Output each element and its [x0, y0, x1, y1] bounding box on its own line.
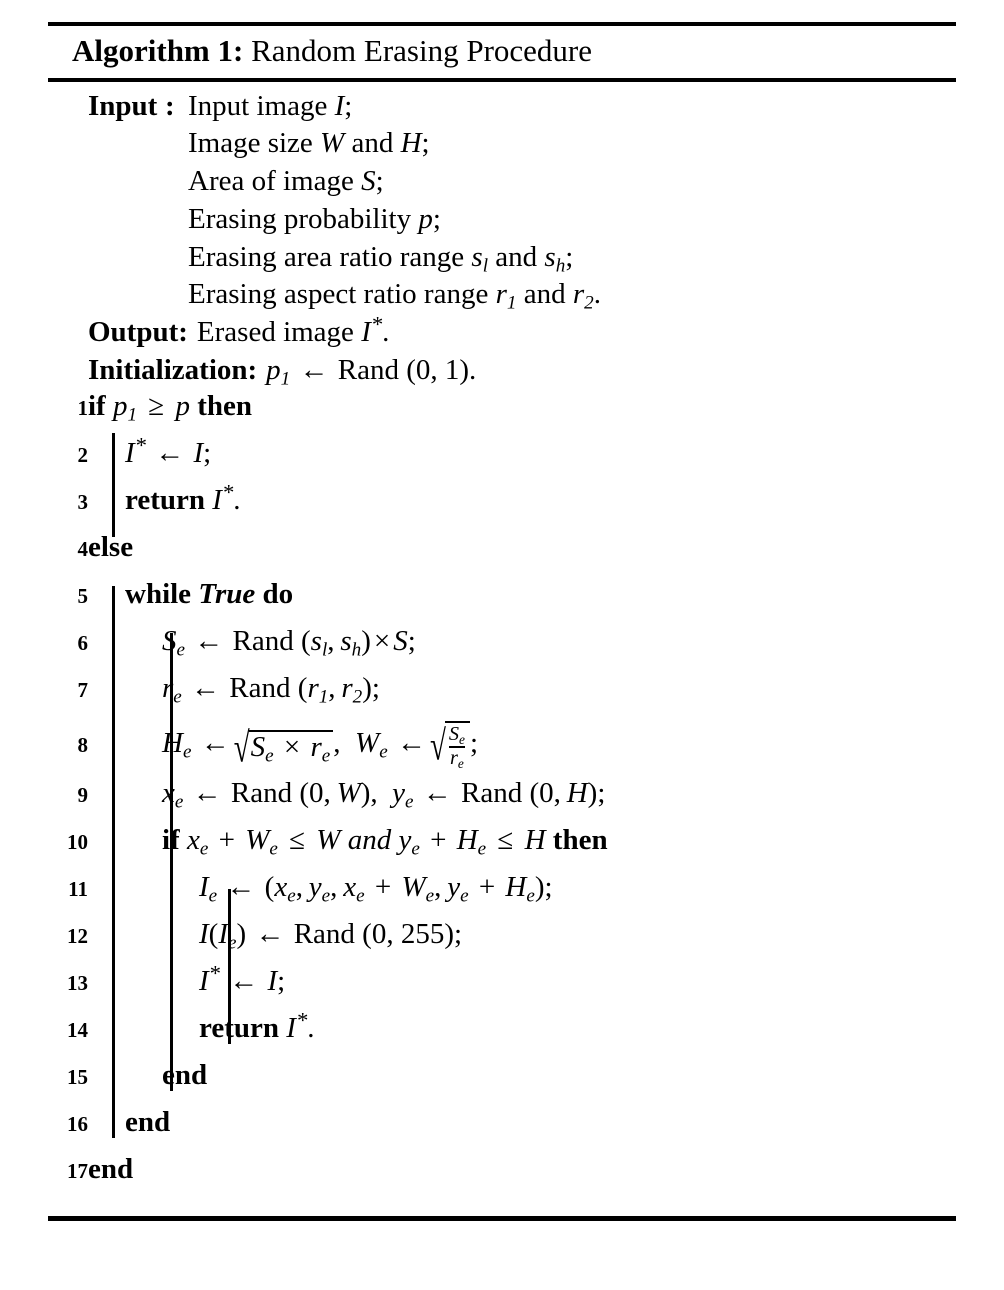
input-row-3: [48, 163, 956, 201]
code-line-11: [48, 873, 956, 920]
line-number-4: 4: [77, 537, 88, 562]
line-number-3: 3: [77, 490, 88, 515]
algorithm-caption: [48, 26, 956, 78]
input-row-5: [48, 239, 956, 277]
line-content-3: return I*.: [125, 479, 241, 517]
line-content-13: I* ← I;: [199, 960, 286, 998]
code-line-8: [48, 721, 956, 779]
input-line-3: Area of image S;: [188, 165, 384, 198]
code-line-16: [48, 1108, 956, 1155]
code-line-15: [48, 1061, 956, 1108]
line-content-10: if $x_e + W_e \le W$ and $y_e + H_e \le H$ then: [162, 824, 608, 860]
line-content-8: $H_e$ ← $√S_e \times r_e$ , $W_e$ ← √ $\frac{S_e}{r_e}$ ;: [162, 722, 479, 772]
line-number-6: 6: [77, 631, 88, 656]
code-line-3: [48, 479, 956, 533]
input-row-4: [48, 201, 956, 239]
input-line-2: Image size W and H;: [188, 127, 430, 160]
line-number-16: 16: [67, 1112, 88, 1137]
code-line-17: [48, 1155, 956, 1202]
line-content-1: if $p_1 \ge p$ then: [88, 390, 252, 426]
line-number-5: 5: [77, 584, 88, 609]
input-colon: :: [165, 89, 175, 122]
line-content-12: $I(I_e)$ ← Rand (0, 255);: [199, 918, 463, 954]
line-content-5: while True do: [125, 578, 294, 611]
line-content-15: end: [162, 1059, 208, 1092]
initialization-row: [48, 352, 956, 390]
caption-prefix: Algorithm 1:: [72, 33, 244, 68]
line-number-2: 2: [77, 443, 88, 468]
algorithm-float: [48, 22, 956, 1221]
code-line-2: [48, 432, 956, 486]
code-line-9: [48, 779, 956, 826]
input-line-4: Erasing probability p;: [188, 202, 441, 235]
output-label: Output:: [88, 315, 188, 348]
code-line-14: [48, 1007, 956, 1061]
init-label: Initialization:: [88, 353, 258, 386]
input-label: Input: [88, 89, 158, 122]
line-number-12: 12: [67, 924, 88, 949]
line-number-9: 9: [77, 783, 88, 808]
line-content-14: return I*.: [199, 1007, 315, 1045]
rule-bottom: [48, 1216, 956, 1221]
line-number-15: 15: [67, 1065, 88, 1090]
line-number-8: 8: [77, 733, 88, 758]
code-line-12: [48, 920, 956, 967]
code-line-5: [48, 580, 956, 627]
line-number-11: 11: [68, 877, 88, 902]
input-line-5: Erasing area ratio range $s_l$ and $s_h$;: [188, 240, 574, 276]
line-content-9: $x_e$ ← Rand (0, W), $y_e$ ← Rand (0, H);: [162, 777, 606, 813]
caption-title: Random Erasing Procedure: [251, 33, 593, 68]
line-content-6: $S_e$ ← Rand ($s_l$, $s_h) \times S$;: [162, 625, 416, 661]
line-number-13: 13: [67, 971, 88, 996]
code-line-13: [48, 960, 956, 1014]
input-row-1: [48, 88, 956, 126]
code-line-4: [48, 533, 956, 580]
sqrt-se-over-re: √ $\frac{S_e}{r_e}$: [428, 721, 470, 770]
output-row: [48, 311, 956, 352]
line-content-11: $I_e$ ← ($x_e$, $y_e$, $x_e + W_e$, $y_e + H_e$);: [199, 871, 553, 907]
code-line-6: [48, 627, 956, 674]
line-number-7: 7: [77, 678, 88, 703]
line-number-1: 1: [77, 396, 88, 421]
sqrt-se-times-re: $√S_e \times r_e$: [232, 730, 334, 762]
line-content-17: end: [88, 1153, 134, 1186]
input-line-1: Input image I;: [188, 89, 353, 122]
line-content-7: $r_e$ ← Rand ($r_1$, $r_2$);: [162, 672, 380, 708]
init-line: $p_1$ ← Rand (0, 1).: [266, 353, 477, 389]
line-number-10: 10: [67, 830, 88, 855]
input-line-6: Erasing aspect ratio range $r_1$ and $r_2$.: [188, 278, 601, 314]
line-content-16: end: [125, 1106, 171, 1139]
code-line-7: [48, 674, 956, 721]
input-row-6: [48, 276, 956, 314]
line-number-17: 17: [67, 1159, 88, 1184]
line-content-4: else: [88, 531, 134, 564]
line-number-14: 14: [67, 1018, 88, 1043]
line-content-2: I* ← I;: [125, 432, 212, 470]
algorithm-body: [48, 389, 956, 1202]
input-row-2: [48, 125, 956, 163]
output-line: Erased image I*.: [196, 311, 390, 348]
code-line-1: [48, 392, 956, 439]
algorithm-header: [48, 82, 956, 390]
code-line-10: [48, 826, 956, 873]
